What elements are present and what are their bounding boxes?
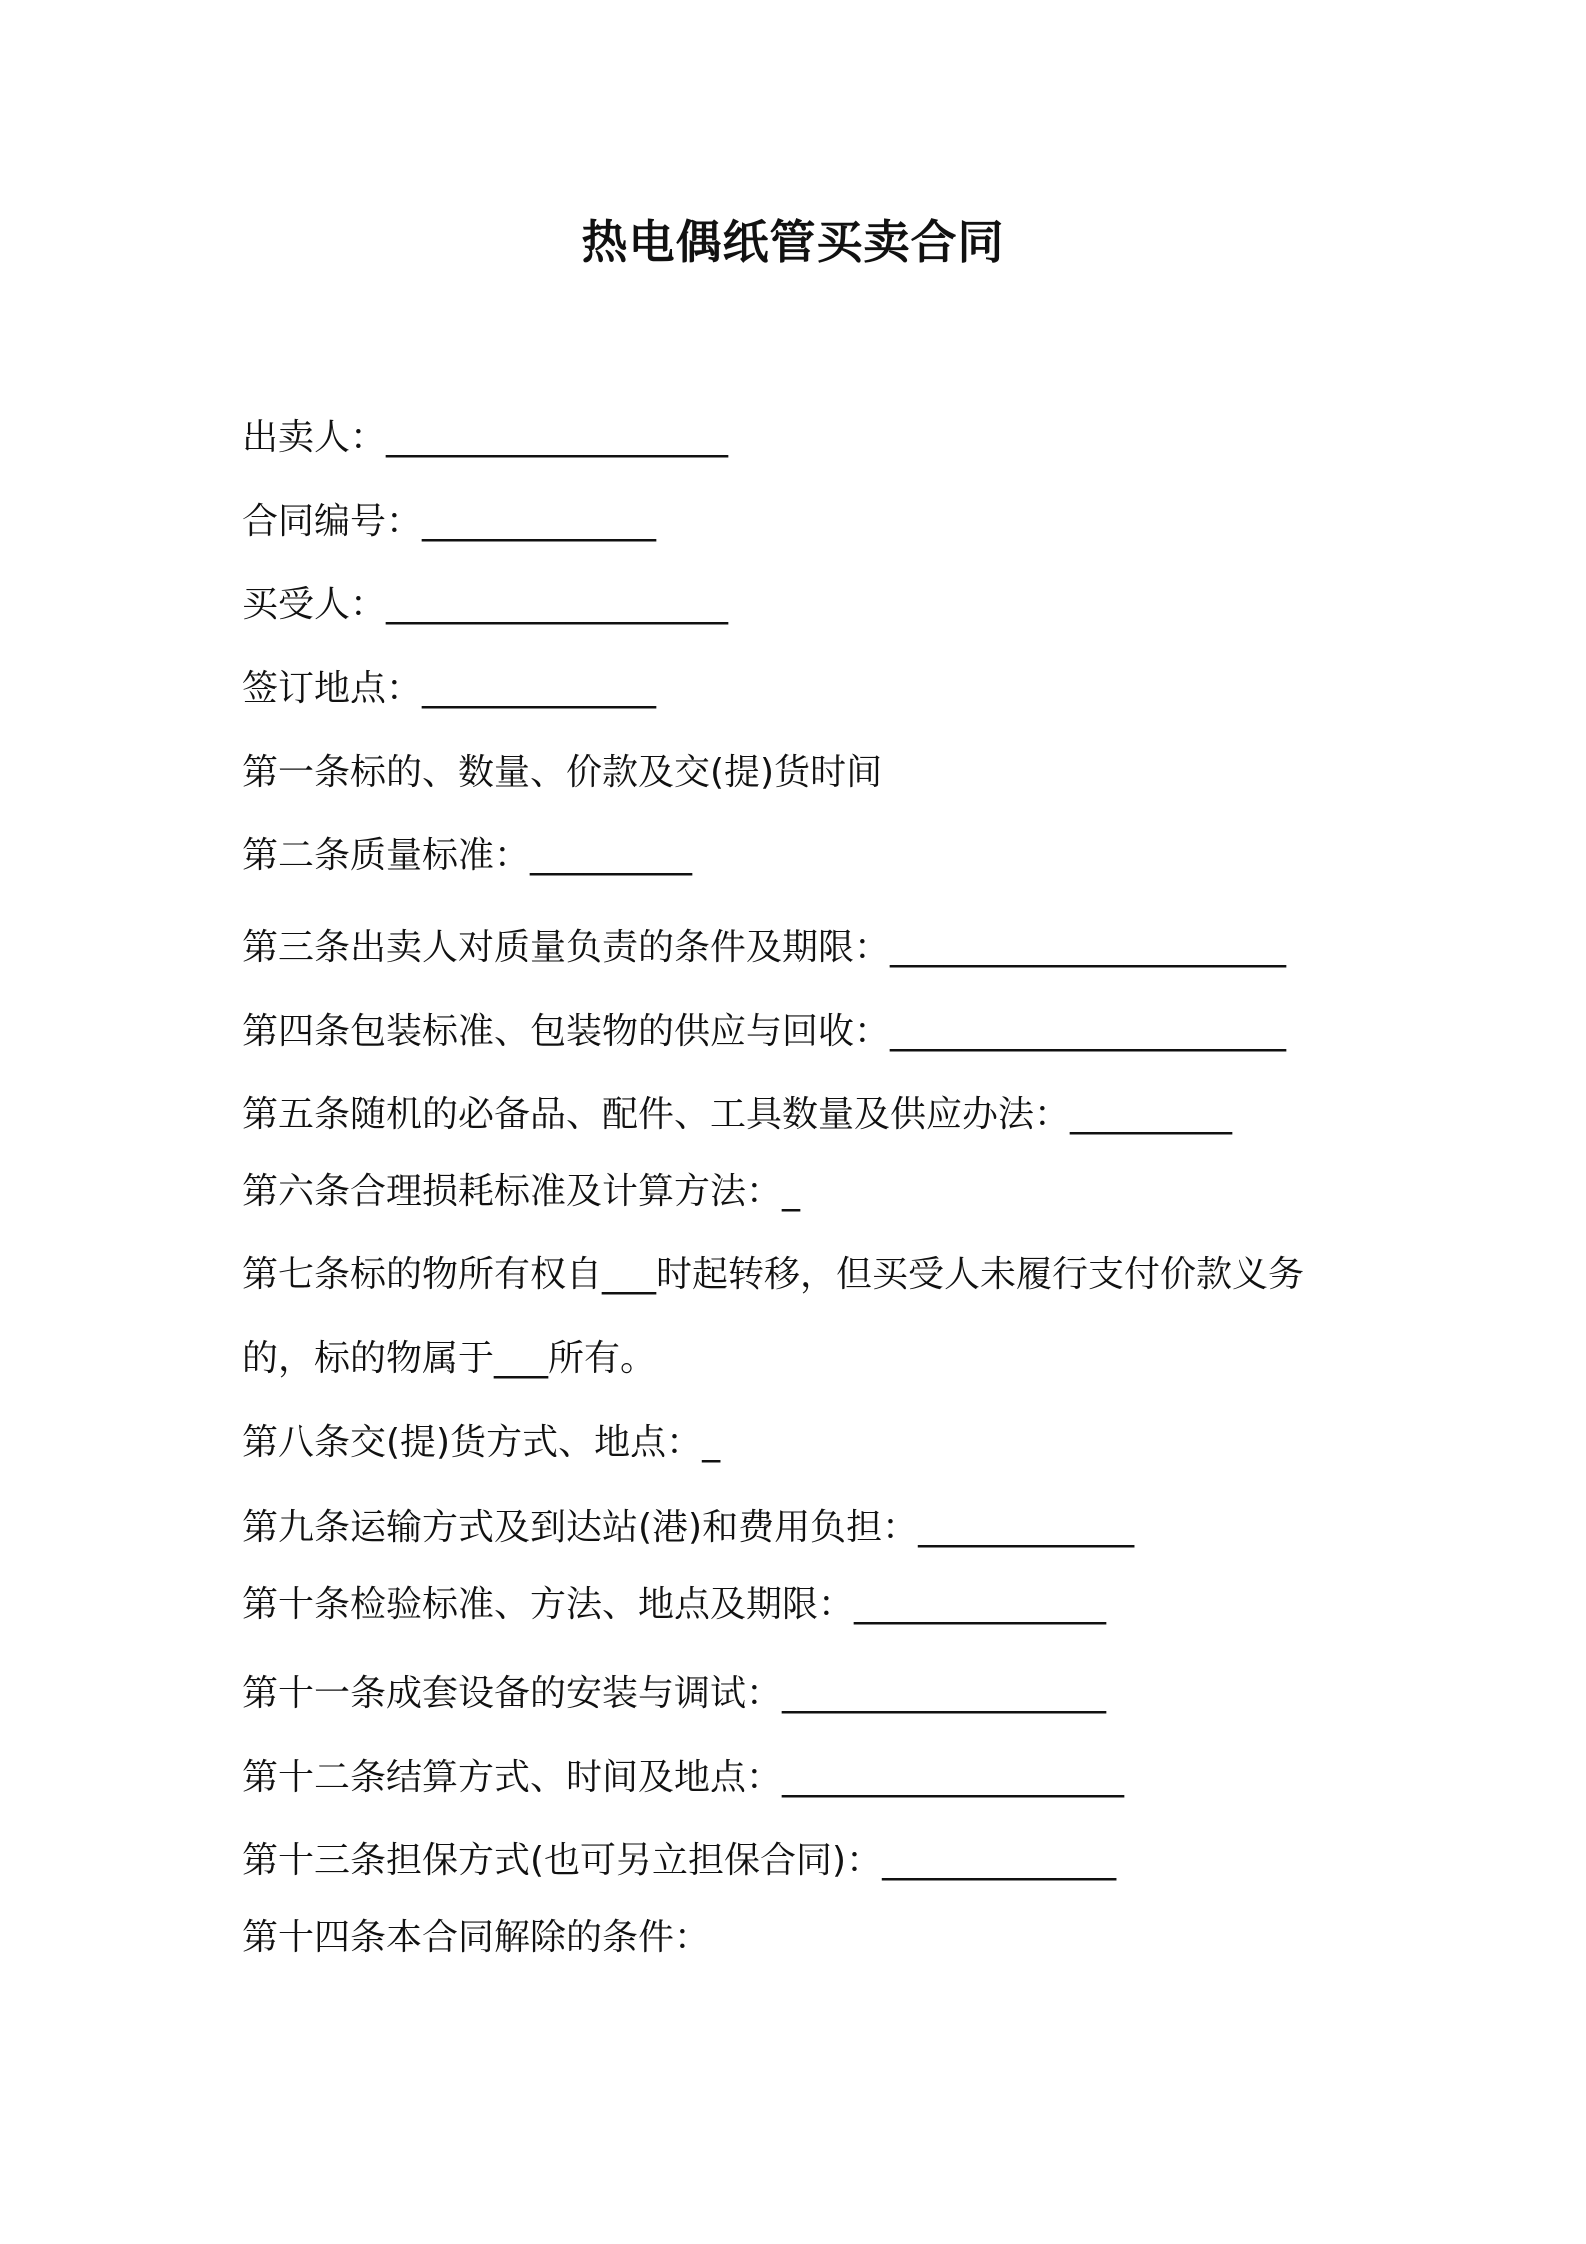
article-7-line-1: 第七条标的物所有权自___时起转移，但买受人未履行支付价款义务: [242, 1254, 1305, 1295]
article-3-line: 第三条出卖人对质量负责的条件及期限：______________________: [242, 927, 1287, 968]
article-4-line: 第四条包装标准、包装物的供应与回收：______________________: [242, 1011, 1287, 1052]
article-6-line: 第六条合理损耗标准及计算方法：_: [242, 1171, 801, 1212]
article-1-line: 第一条标的、数量、价款及交(提)货时间: [242, 752, 883, 793]
article-13-line: 第十三条担保方式(也可另立担保合同)：_____________: [242, 1840, 1117, 1881]
buyer-line: 买受人：___________________: [242, 584, 729, 625]
signing-place-line: 签订地点：_____________: [242, 668, 657, 709]
article-7-line-2: 的，标的物属于___所有。: [242, 1338, 657, 1379]
article-14-line: 第十四条本合同解除的条件：: [242, 1917, 711, 1958]
article-9-line: 第九条运输方式及到达站(港)和费用负担：____________: [242, 1507, 1135, 1548]
article-8-line: 第八条交(提)货方式、地点：_: [242, 1422, 721, 1463]
seller-line: 出卖人：___________________: [242, 417, 729, 458]
contract-number-line: 合同编号：_____________: [242, 501, 657, 542]
article-5-line: 第五条随机的必备品、配件、工具数量及供应办法：_________: [242, 1094, 1233, 1135]
article-11-line: 第十一条成套设备的安装与调试：__________________: [242, 1673, 1107, 1714]
article-12-line: 第十二条结算方式、时间及地点：___________________: [242, 1757, 1125, 1798]
article-2-line: 第二条质量标准：_________: [242, 835, 693, 876]
article-10-line: 第十条检验标准、方法、地点及期限：______________: [242, 1584, 1107, 1625]
document-title: 热电偶纸管买卖合同: [581, 215, 1005, 269]
